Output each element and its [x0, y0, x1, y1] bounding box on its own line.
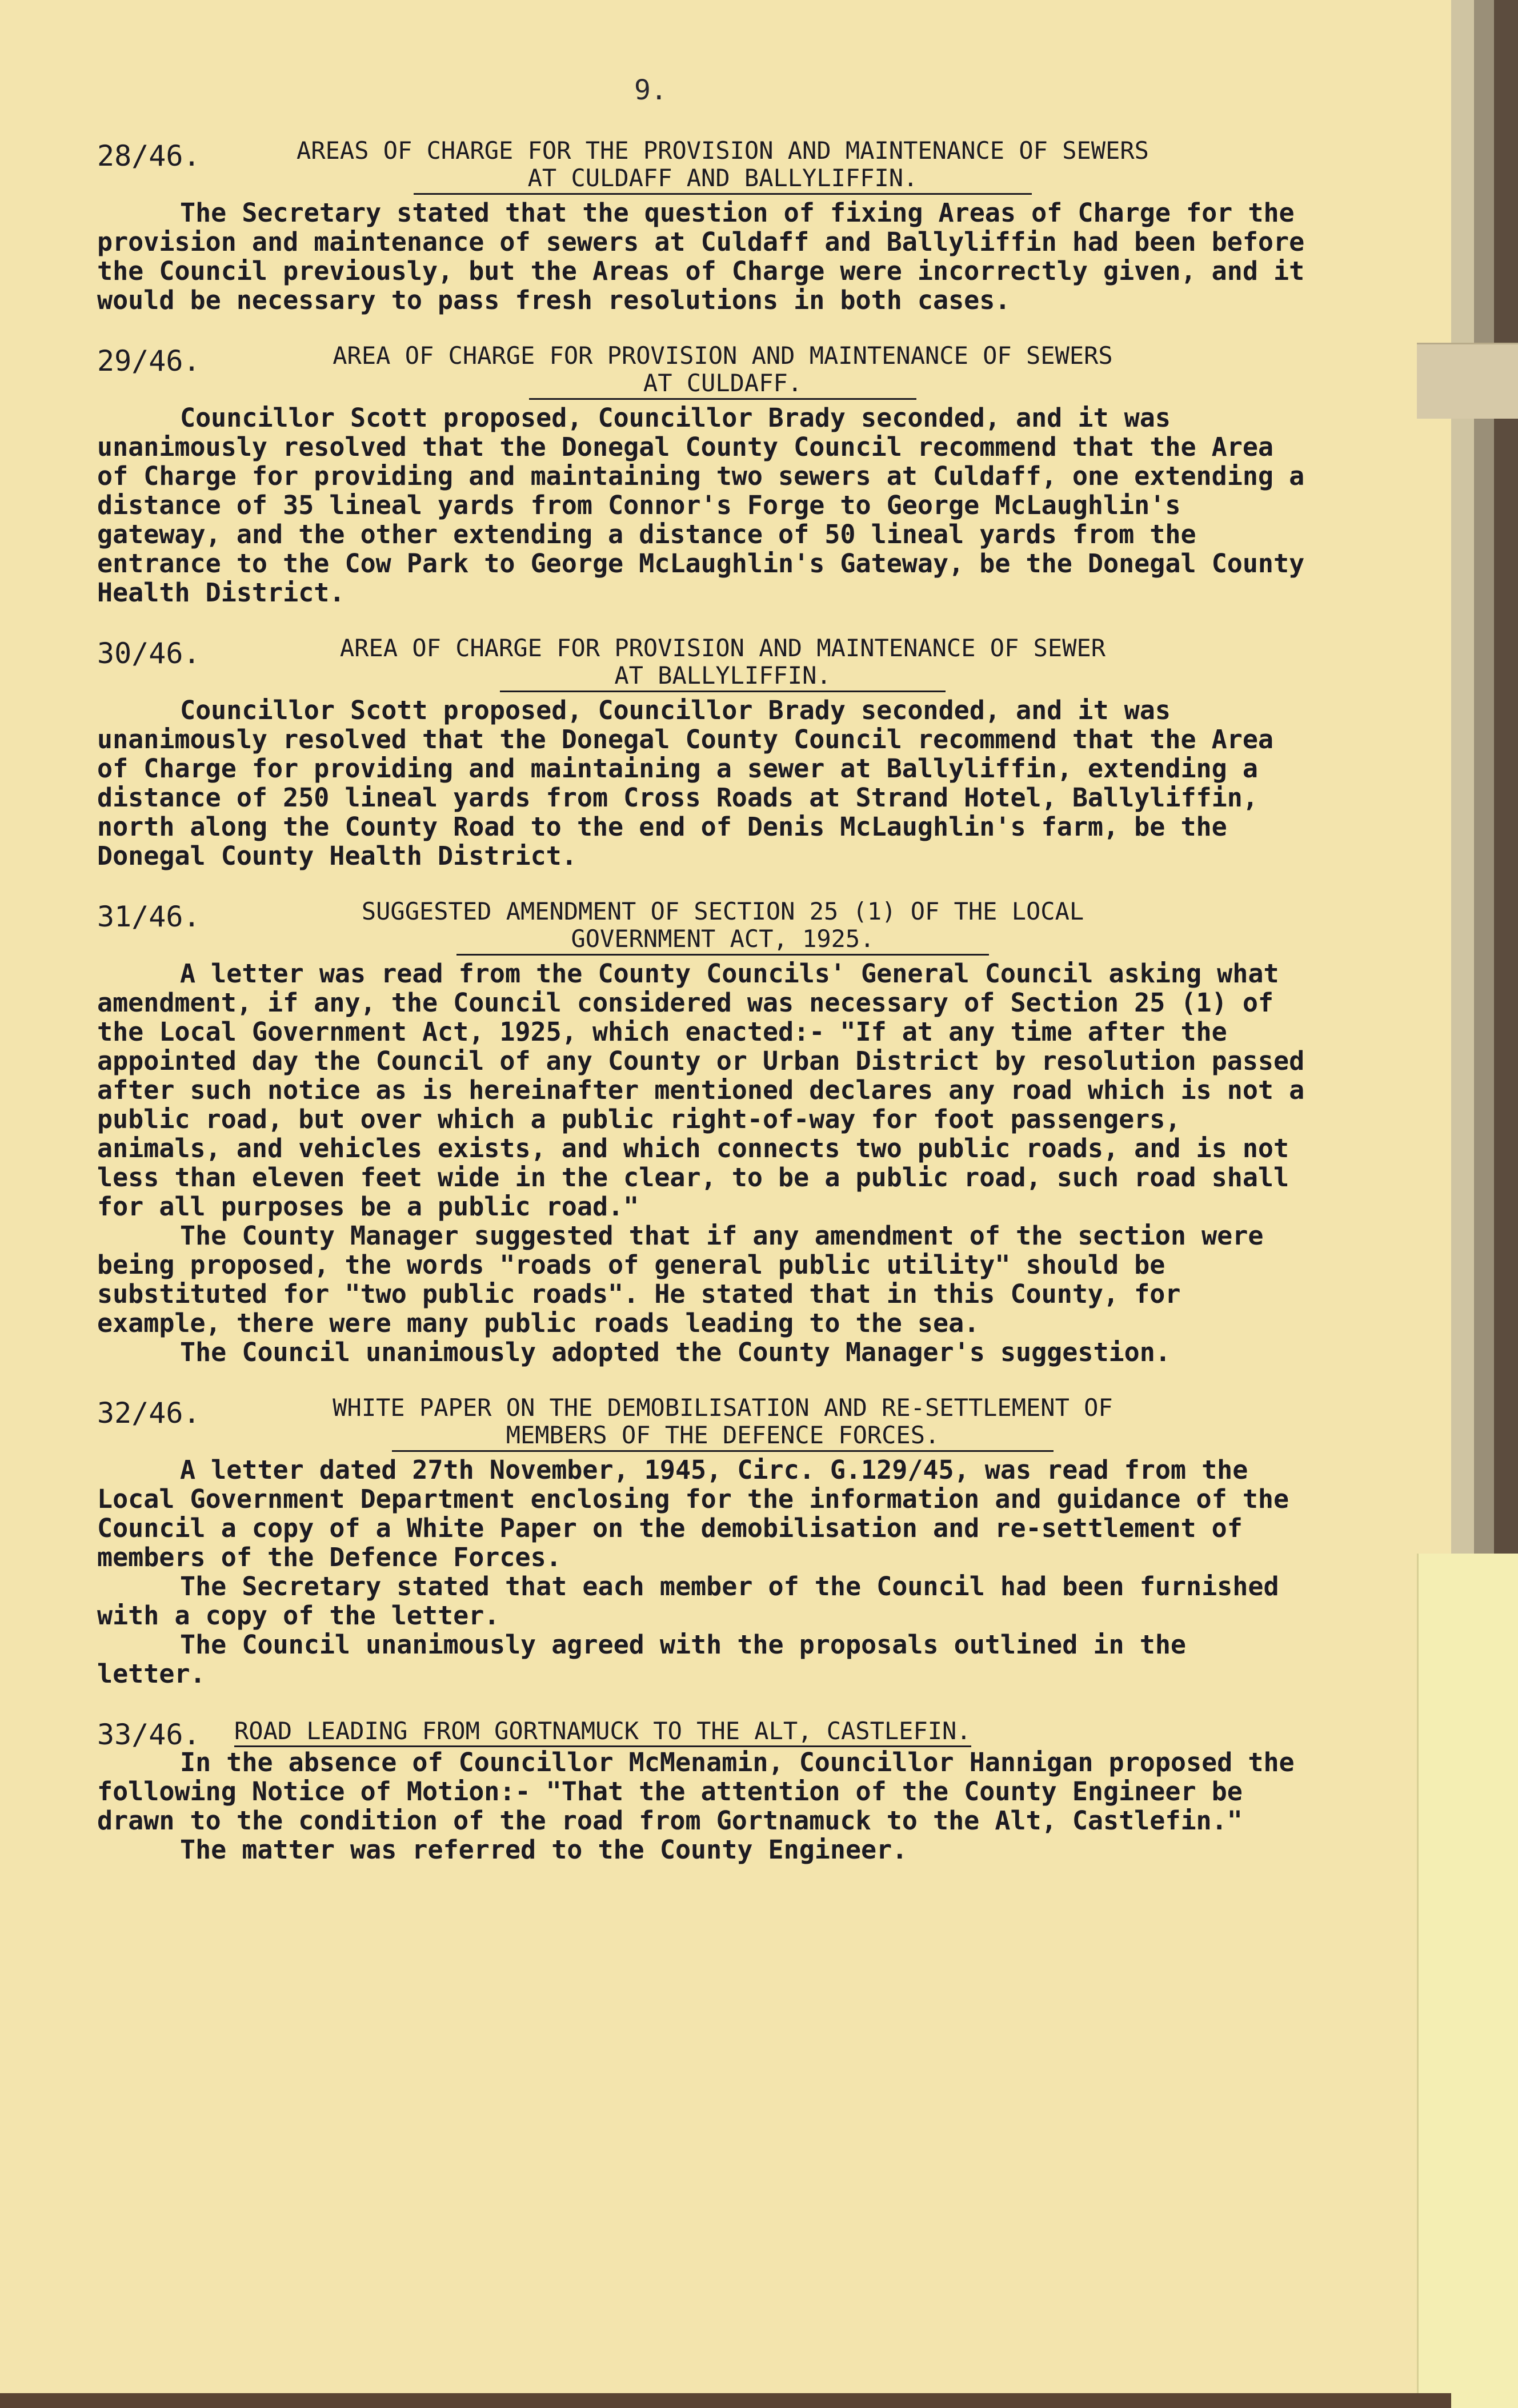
item-heading [251, 1394, 1194, 1452]
item-number: 28/46. [97, 139, 201, 172]
heading-line: AREA OF CHARGE FOR PROVISION AND MAINTENANCE OF SEWER [339, 634, 1106, 662]
minute-item [97, 1394, 1308, 1688]
minute-item [97, 137, 1308, 315]
heading-line: GOVERNMENT ACT, 1925. [456, 925, 988, 956]
paragraph: The Secretary stated that each member of the Council had been furnished with a copy of the letter. [97, 1571, 1279, 1631]
minute-item [97, 1716, 1308, 1864]
underlying-page-tab [1417, 343, 1518, 419]
heading-line: AREAS OF CHARGE FOR THE PROVISION AND MAINTENANCE OF SEWERS [297, 137, 1149, 164]
paragraph: Councillor Scott proposed, Councillor Brady seconded, and it was unanimously resolved that the Donegal County Council recommend that the Area of Charge for providing and maintaining a sewer at Ballyliffin, extending a distance of 250 lineal yards from Cross Roads at Strand Hotel, Ballyliffin, north along the County Road to the end of Denis McLaughlin's farm, be the Donegal County Health District. [97, 695, 1274, 871]
item-heading [251, 137, 1194, 195]
page-number: 9. [634, 74, 667, 106]
item-heading [251, 342, 1194, 400]
minutes-body [97, 80, 1308, 1864]
paragraph: The County Manager suggested that if any amendment of the section were being proposed, the words "roads of general public utility" should be substituted for "two public roads". He stated that in this County, for example, there were many public roads leading to the sea. [97, 1221, 1264, 1338]
item-heading [97, 1716, 1308, 1751]
minute-item [97, 342, 1308, 607]
minute-item [97, 898, 1308, 1367]
heading-line: AT CULDAFF. [529, 370, 916, 400]
paragraph: The matter was referred to the County Engineer. [180, 1835, 908, 1865]
item-number: 33/46. [97, 1718, 201, 1751]
heading-line: AREA OF CHARGE FOR PROVISION AND MAINTENANCE OF SEWERS [333, 342, 1113, 370]
minute-item [97, 635, 1308, 870]
paragraph: The Council unanimously agreed with the proposals outlined in the letter. [97, 1630, 1186, 1689]
item-number: 31/46. [97, 900, 201, 933]
paragraph: A letter was read from the County Councils' General Council asking what amendment, if any, the Council considered was necessary of Section 25 (1) of the Local Government Act, 1925, which enacted:- "If at any time after the appointed day the Council of any County or Urban District by resolution passed after such notice as is hereinafter mentioned declares any road which is not a public road, but over which a public right-of-way for foot passengers, animals, and vehicles exists, and which connects two public roads, and is not less than eleven feet wide in the clear, to be a public road, such road shall for all purposes be a public road." [97, 958, 1305, 1222]
heading-line: MEMBERS OF THE DEFENCE FORCES. [392, 1422, 1054, 1452]
paragraph: The Council unanimously adopted the County Manager's suggestion. [180, 1337, 1171, 1367]
heading-line: ROAD LEADING FROM GORTNAMUCK TO THE ALT, CASTLEFIN. [234, 1716, 971, 1747]
heading-line: AT BALLYLIFFIN. [500, 662, 945, 692]
item-number: 30/46. [97, 637, 201, 670]
item-heading [251, 635, 1194, 692]
paragraph: A letter dated 27th November, 1945, Circ. G.129/45, was read from the Local Government Department enclosing for the information and guidance of the Council a copy of a White Paper on the demobilisation and re-settlement of members of the Defence Forces. [97, 1455, 1289, 1572]
paragraph: Councillor Scott proposed, Councillor Brady seconded, and it was unanimously resolved that the Donegal County Council recommend that the Area of Charge for providing and maintaining two sewers at Culdaff, one extending a distance of 35 lineal yards from Connor's Forge to George McLaughlin's gateway, and the other extending a distance of 50 lineal yards from the entrance to the Cow Park to George McLaughlin's Gateway, be the Donegal County Health District. [97, 403, 1305, 608]
heading-line: SUGGESTED AMENDMENT OF SECTION 25 (1) OF THE LOCAL [361, 897, 1084, 925]
item-number: 29/46. [97, 344, 201, 378]
underlying-page-tab [1417, 1554, 1518, 2408]
heading-line: WHITE PAPER ON THE DEMOBILISATION AND RE-SETTLEMENT OF [333, 1394, 1113, 1422]
item-number: 32/46. [97, 1396, 201, 1430]
item-heading [251, 898, 1194, 956]
paragraph: In the absence of Councillor McMenamin, Councillor Hannigan proposed the following Notice of Motion:- "That the attention of the County Engineer be drawn to the condition of the road from Gortnamuck to the Alt, Castlefin." [97, 1747, 1295, 1836]
heading-line: AT CULDAFF AND BALLYLIFFIN. [414, 164, 1032, 195]
background-band [0, 2393, 1451, 2408]
paragraph: The Secretary stated that the question of fixing Areas of Charge for the provision and maintenance of sewers at Culdaff and Ballyliffin had been before the Council previously, but the Areas of Charge were incorrectly given, and it would be necessary to pass fresh resolutions in both cases. [97, 198, 1305, 315]
